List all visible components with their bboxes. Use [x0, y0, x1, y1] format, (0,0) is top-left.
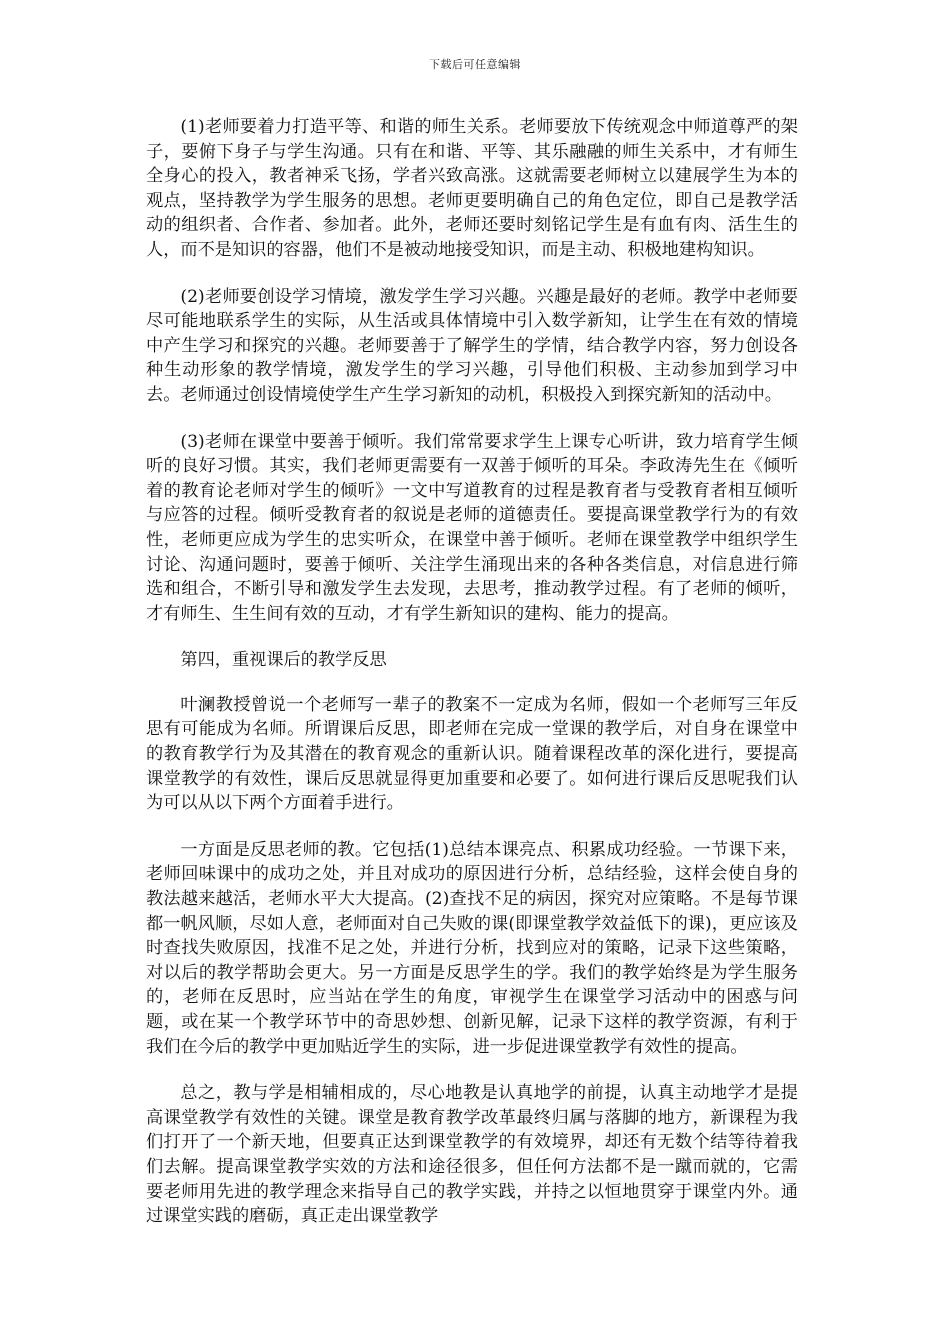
header-note: 下载后可任意编辑 — [429, 58, 521, 71]
paragraph-reflection-intro: 叶澜教授曾说一个老师写一辈子的教案不一定成为名师，假如一个老师写三年反思有可能成为名师。所谓课后反思，即老师在完成一堂课的教学后，对自身在课堂中的教育教学行为及其潜在的教育观念的重新认识。随着课程改革的深化进行，要提高课堂教学的有效性，课后反思就显得更加重要和必要了。如何进行课后反思呢我们认为可以从以下两个方面着手进行。 — [146, 694, 798, 814]
section-heading-reflection: 第四，重视课后的教学反思 — [180, 650, 387, 671]
paragraph-learning-situation: (2)老师要创设学习情境，激发学生学习兴趣。兴趣是最好的老师。教学中老师要尽可能地联系学生的实际，从生活或具体情境中引入数学新知，让学生在有效的情境中产生学习和探究的兴趣。老师要善于了解学生的学情，结合教学内容，努力创设各种生动形象的教学情境，激发学生的学习兴趣，引导他们积极、主动参加到学习中去。老师通过创设情境使学生产生学习新知的动机，积极投入到探究新知的活动中。 — [146, 286, 798, 405]
document-body — [146, 115, 798, 1251]
paragraph-listening: (3)老师在课堂中要善于倾听。我们常常要求学生上课专心听讲，致力培育学生倾听的良好习惯。其实，我们老师更需要有一双善于倾听的耳朵。李政涛先生在《倾听着的教育论老师对学生的倾听》一文中写道教育的过程是教育者与受教育者相互倾听与应答的过程。倾听受教育者的叙说是老师的道德责任。要提高课堂教学行为的有效性，老师更应成为学生的忠实听众，在课堂中善于倾听。老师在课堂教学中组织学生讨论、沟通问题时，要善于倾听、关注学生涌现出来的各种各类信息，对信息进行筛选和组合，不断引导和激发学生去发现，去思考，推动教学过程。有了老师的倾听，才有师生、生生间有效的互动，才有学生新知识的建构、能力的提高。 — [146, 431, 798, 624]
paragraph-conclusion: 总之，教与学是相辅相成的，尽心地教是认真地学的前提，认真主动地学才是提高课堂教学有效性的关键。课堂是教育教学改革最终归属与落脚的地方，新课程为我们打开了一个新天地，但要真正达到课堂教学的有效境界，却还有无数个结等待着我们去解。提高课堂教学实效的方法和途径很多，但任何方法都不是一蹴而就的，它需要老师用先进的教学理念来指导自己的教学实践，并持之以恒地贯穿于课堂内外。通过课堂实践的磨砺，真正走出课堂教学 — [146, 1083, 798, 1227]
paragraph-teacher-student-relationship: (1)老师要着力打造平等、和谐的师生关系。老师要放下传统观念中师道尊严的架子，要俯下身子与学生沟通。只有在和谐、平等、其乐融融的师生关系中，才有师生全身心的投入，教者神采飞扬，学者兴致高涨。这就需要老师树立以建展学生为本的观点，坚持教学为学生服务的思想。老师更要明确自己的角色定位，即自己是教学活动的组织者、合作者、参加者。此外，老师还要时刻铭记学生是有血有肉、活生生的人，而不是知识的容器，他们不是被动地接受知识，而是主动、积极地建构知识。 — [146, 117, 798, 260]
paragraph-reflection-methods: 一方面是反思老师的教。它包括(1)总结本课亮点、积累成功经验。一节课下来，老师回味课中的成功之处，并且对成功的原因进行分析，总结经验，这样会使自身的教法越来越活，老师水平大大提高。(2)查找不足的病因，探究对应策略。不是每节课都一帆风顺，尽如人意，老师面对自己失败的课(即课堂教学效益低下的课)，更应该及时查找失败原因，找准不足之处，并进行分析，找到应对的策略，记录下这些策略，对以后的教学帮助会更大。另一方面是反思学生的学。我们的教学始终是为学生服务的，老师在反思时，应当站在学生的角度，审视学生在课堂学习活动中的困惑与问题，或在某一个教学环节中的奇思妙想、创新见解，记录下这样的教学资源，有利于我们在今后的教学中更加贴近学生的实际，进一步促进课堂教学有效性的提高。 — [146, 839, 798, 1057]
